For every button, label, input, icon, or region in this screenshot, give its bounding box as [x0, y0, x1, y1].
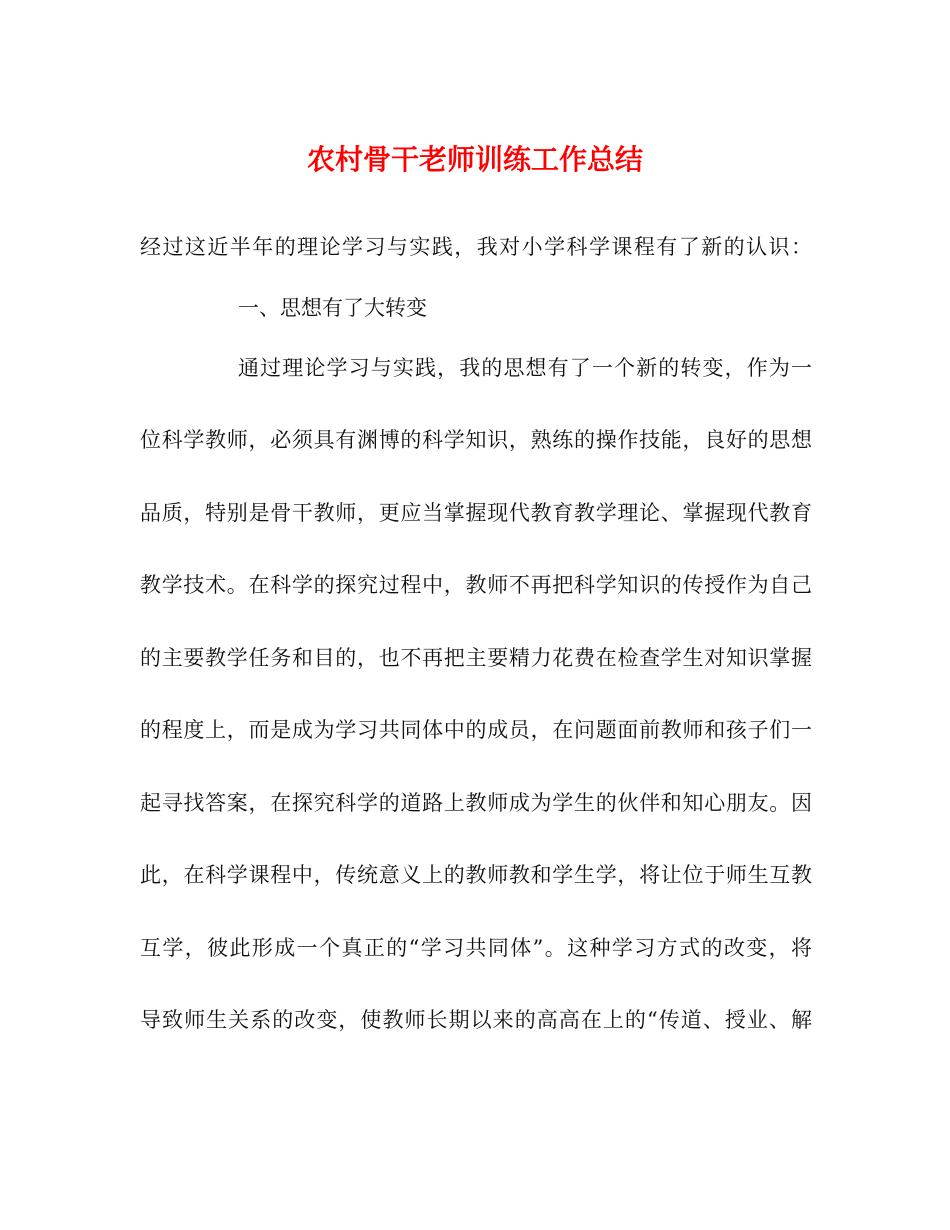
body-line-8: 此，在科学课程中，传统意义上的教师教和学生学，将让位于师生互教: [140, 863, 812, 887]
document-title: 农村骨干老师训练工作总结: [306, 143, 643, 176]
body-line-9: 互学，彼此形成一个真正的“学习共同体”。这种学习方式的改变，将: [140, 936, 812, 960]
body-line-4: 教学技术。在科学的探究过程中，教师不再把科学知识的传授作为自己: [140, 573, 812, 597]
body-line-2: 位科学教师，必须具有渊博的科学知识，熟练的操作技能，良好的思想: [140, 428, 812, 452]
intro-paragraph: 经过这近半年的理论学习与实践，我对小学科学课程有了新的认识：: [140, 235, 812, 259]
body-line-1: 通过理论学习与实践，我的思想有了一个新的转变，作为一: [238, 356, 812, 380]
body-line-10: 导致师生关系的改变，使教师长期以来的高高在上的“传道、授业、解: [140, 1008, 812, 1032]
body-line-7: 起寻找答案，在探究科学的道路上教师成为学生的伙伴和知心朋友。因: [140, 791, 812, 815]
section-heading: 一、思想有了大转变: [238, 296, 427, 320]
body-line-6: 的程度上，而是成为学习共同体中的成员，在问题面前教师和孩子们一: [140, 718, 812, 742]
body-line-3: 品质，特别是骨干教师，更应当掌握现代教育教学理论、掌握现代教育: [140, 501, 812, 525]
body-line-5: 的主要教学任务和目的，也不再把主要精力花费在检查学生对知识掌握: [140, 646, 812, 670]
